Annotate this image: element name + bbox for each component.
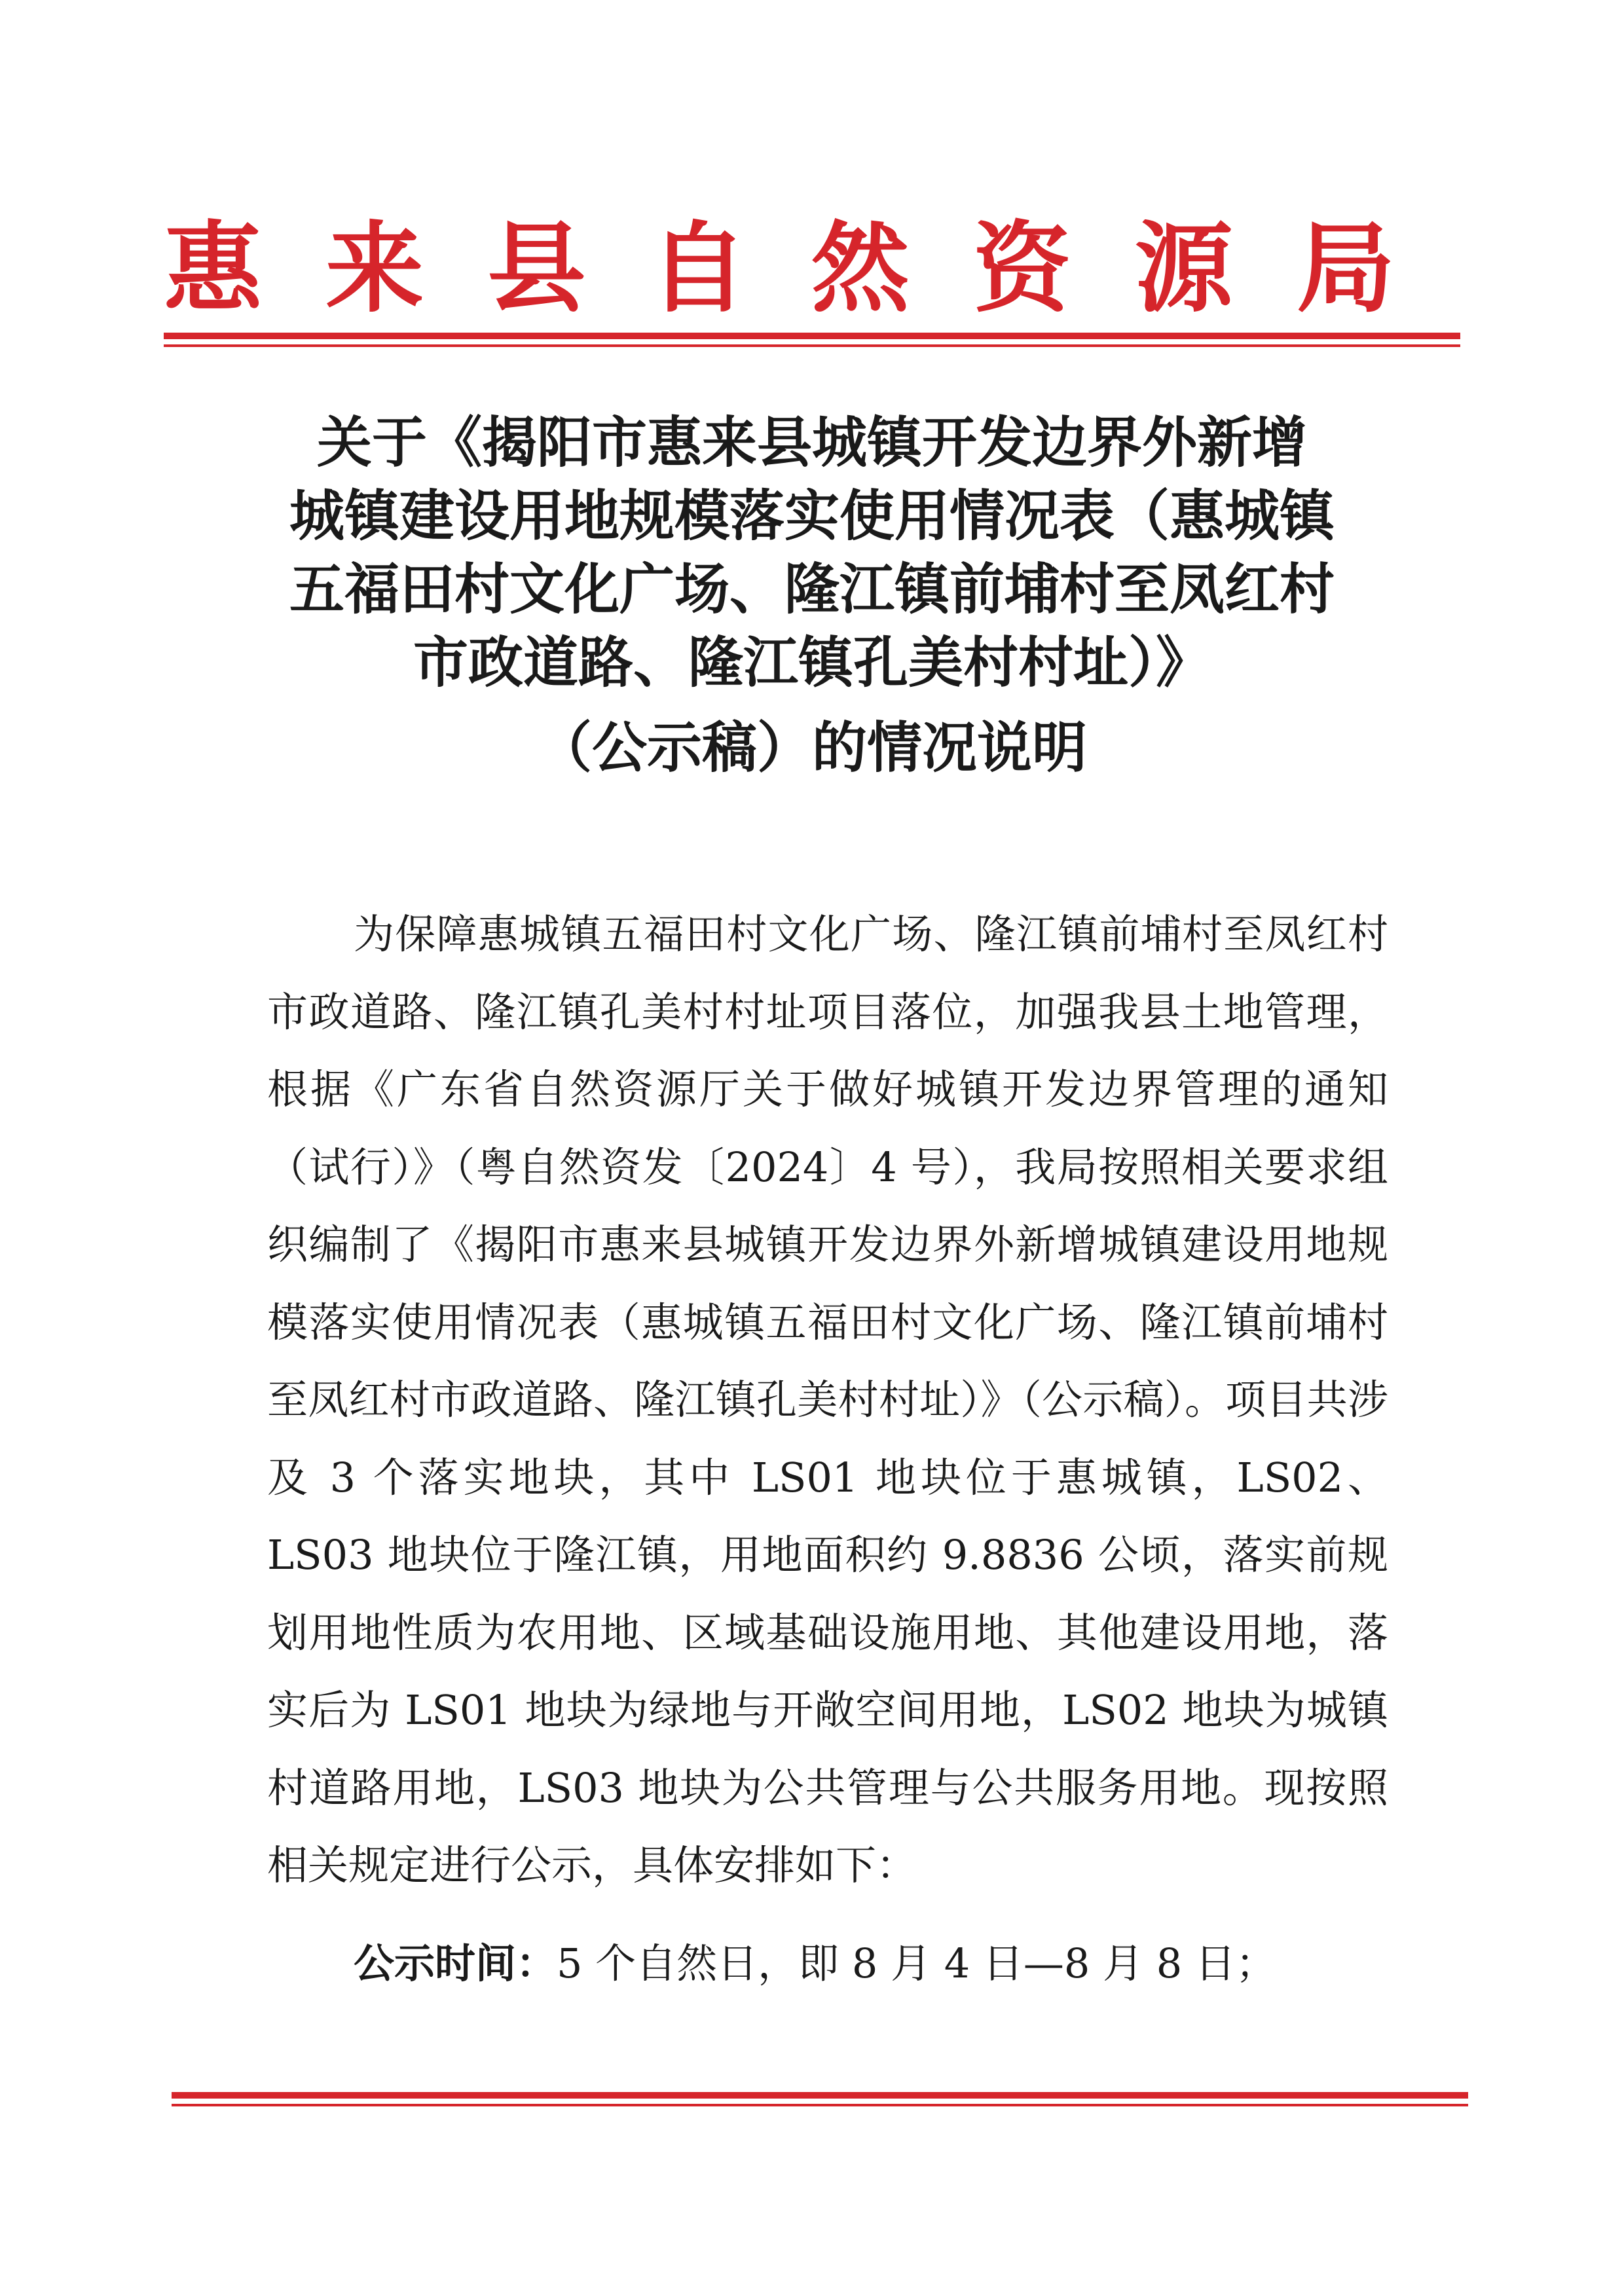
header-red-rule-thin: [164, 344, 1460, 347]
title-line-3: 五福田村文化广场、隆江镇前埔村至凤红村: [289, 557, 1335, 621]
footer-red-rule-thick: [172, 2092, 1468, 2099]
footer-red-rule-thin: [172, 2104, 1468, 2106]
title-subtitle: （公示稿）的情况说明: [536, 716, 1087, 780]
header-red-rule-thick: [164, 333, 1460, 339]
notice-period: [354, 1925, 1388, 2002]
body-paragraph: 为保障惠城镇五福田村文化广场、隆江镇前埔村至凤红村市政道路、隆江镇孔美村村址项目落位，加强我县土地管理，根据《广东省自然资源厅关于做好城镇开发边界管理的通知（试行）》（粤自然资发〔2024〕4 号），我局按照相关要求组织编制了《揭阳市惠来县城镇开发边界外新增城镇建设用地规模落实使用情况表（惠城镇五福田村文化广场、隆江镇前埔村至凤红村市政道路、隆江镇孔美村村址）》（公示稿）。项目共涉及 3 个落实地块，其中 LS01 地块位于惠城镇，LS02、LS03 地块位于隆江镇，用地面积约 9.8836 公顷，落实前规划用地性质为农用地、区域基础设施用地、其他建设用地，落实后为 LS01 地块为绿地与开敞空间用地，LS02 地块为城镇村道路用地，LS03 地块为公共管理与公共服务用地。现按照相关规定进行公示，具体安排如下：: [267, 910, 1388, 1889]
notice-period-label: 公示时间：: [354, 1939, 557, 1987]
issuing-organization-header: 惠来县自然资源局: [164, 211, 1395, 326]
document-title: [236, 406, 1388, 784]
title-line-4: 市政道路、隆江镇孔美村村址）》: [413, 631, 1211, 695]
title-line-2: 城镇建设用地规模落实使用情况表（惠城镇: [289, 484, 1335, 548]
title-line-1: 关于《揭阳市惠来县城镇开发边界外新增: [316, 411, 1307, 475]
notice-period-value: 5 个自然日，即 8 月 4 日—8 月 8 日；: [557, 1939, 1276, 1987]
